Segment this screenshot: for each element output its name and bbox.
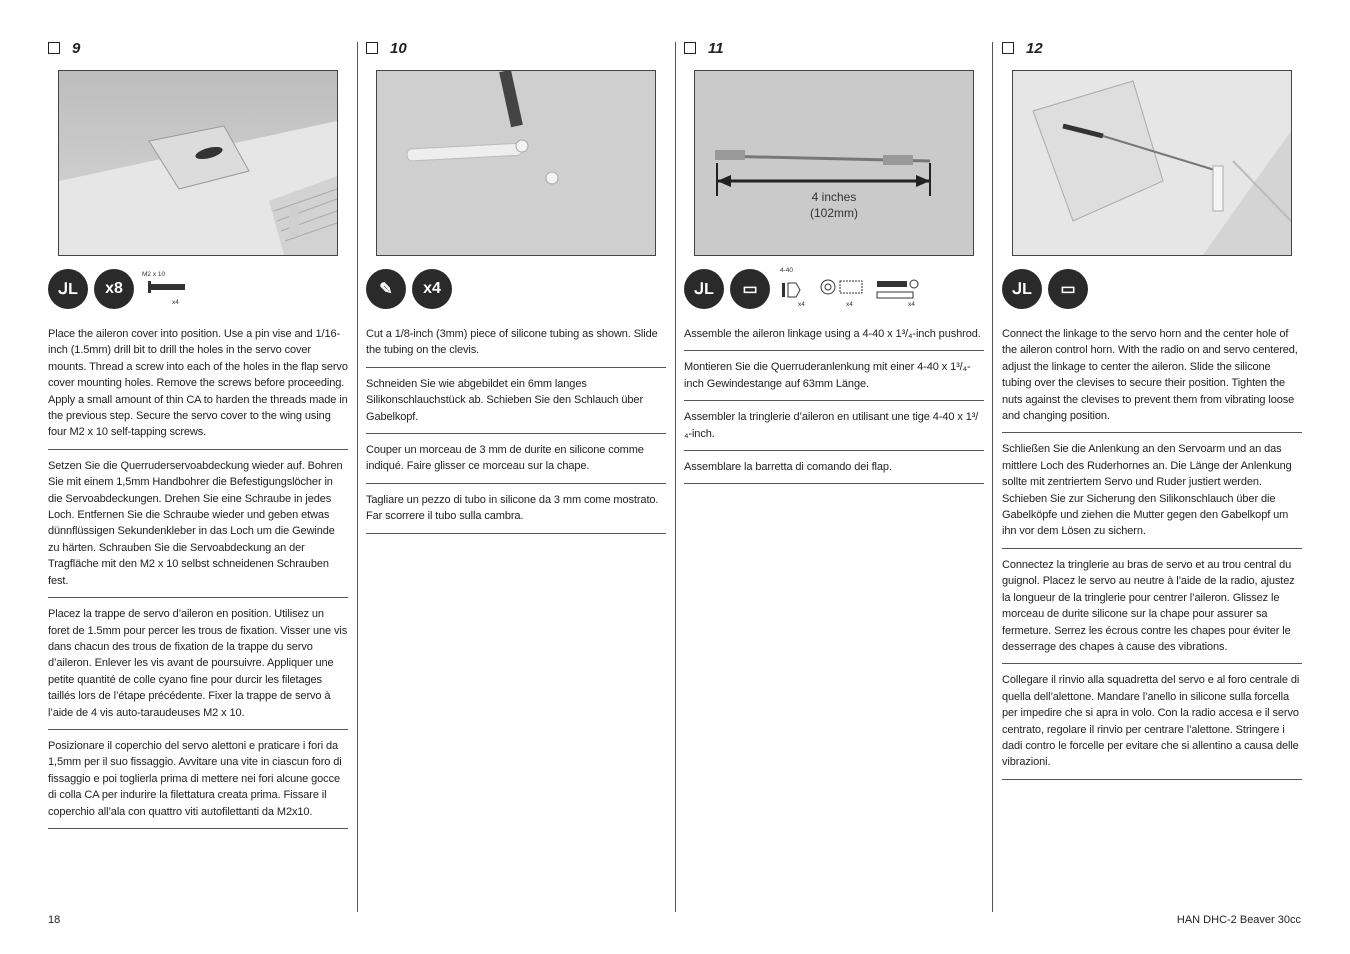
hobby-knife-icon: ✎ (366, 269, 406, 309)
para-fr: Couper un morceau de 3 mm de durite en silicone comme indiqué. Faire glisser ce morceau sur la chape. (366, 442, 666, 484)
step-photo (694, 70, 974, 256)
left-right-wing-icon: ᒍL (48, 269, 88, 309)
step-checkbox[interactable] (1002, 42, 1014, 54)
qty-label: x4 (846, 301, 853, 308)
para-it: Assemblare la barretta di comando dei flap. (684, 459, 984, 484)
step-12 (1002, 38, 1302, 788)
step-header (366, 38, 666, 58)
quantity-badge: x4 (412, 269, 452, 309)
screw-qty-label: x4 (172, 299, 179, 306)
para-it: Posizionare il coperchio del servo alettoni e praticare i fori da 1,5mm per il suo fissaggio. Avvitare una vite in ciascun foro di fissaggio e poi toglierla prima di mettere nei fori alcune gocce di colla CA per indurire la filettatura creata prima. Fissare il coperchio all’ala con quattro viti autofilettanti da M2x10. (48, 738, 348, 829)
threadlock-icon: ▭ (1048, 269, 1088, 309)
para-fr: Connectez la tringlerie au bras de servo et au trou central du guignol. Placez le servo au neutre à l’aide de la radio, ajustez la longueur de la tringlerie pour centrer l’aileron. Glissez le morceau de durite silicone sur la chape pour assurer sa fermeture. Serrez les écrous contre les chapes pour éviter le desserrage des chapes à cause des vibrations. (1002, 557, 1302, 664)
step-header (1002, 38, 1302, 58)
step-header (48, 38, 348, 58)
screw-icon (140, 269, 200, 309)
para-en: Connect the linkage to the servo horn and the center hole of the aileron control horn. With the radio on and servo centered, adjust the linkage to center the aileron. Slide the silicone tubing over the clevises to secure their position. Tighten the nuts against the clevises to prevent them from vibrating loose and changing position. (1002, 326, 1302, 433)
left-right-wing-icon: ᒍL (684, 269, 724, 309)
icon-row (1002, 266, 1302, 312)
para-fr: Assembler la tringlerie d’aileron en utilisant une tige 4-40 x 1³/₄-inch. (684, 409, 984, 451)
hardware-icons (776, 267, 926, 311)
step-number: 11 (708, 39, 724, 57)
qty-label: x4 (908, 301, 915, 308)
page-number: 18 (48, 914, 61, 926)
para-en: Assemble the aileron linkage using a 4-40 x 1³/₄-inch pushrod. (684, 326, 984, 351)
step-photo (58, 70, 338, 256)
para-de: Schließen Sie die Anlenkung an den Servoarm und an das mittlere Loch des Ruderhornes an. Die Länge der Anlenkung sollte mit zentriertem Servo und Ruder justiert werden. Schieben Sie zur Sicherung den Silikonschlauch über die Gabelköpfe und ziehen die Mutter gegen den Gabelkopf um ihn vor dem Lösen zu sichern. (1002, 441, 1302, 548)
document-title: HAN DHC-2 Beaver 30cc (1176, 914, 1301, 926)
instruction-text (48, 326, 348, 829)
step-number: 9 (72, 39, 81, 57)
para-de: Schneiden Sie wie abgebildet ein 6mm langes Silikonschlauchstück ab. Schieben Sie den Schlauch über Gabelkopf. (366, 376, 666, 434)
para-fr: Placez la trappe de servo d’aileron en position. Utilisez un foret de 1.5mm pour percer les trous de fixation. Visser une vis dans chacun des trous de fixation de la trappe du servo d’aileron. Enlever les vis avant de poursuivre. Appliquer une petite quantité de colle cyano fine pour durcir les filetages taillés lors de l’étape précédente. Fixer la trappe de servo à l’aide de 4 vis auto-taraudeuses M2 x 10. (48, 606, 348, 730)
thread-size-label: 4-40 (780, 267, 794, 274)
icon-row (684, 266, 984, 312)
length-label: 4 inches (811, 190, 857, 204)
instruction-text (684, 326, 984, 484)
instruction-text (366, 326, 666, 534)
column-divider (675, 42, 676, 912)
step-9 (48, 38, 348, 837)
icon-row (48, 266, 348, 312)
left-right-wing-icon: ᒍL (1002, 269, 1042, 309)
para-it: Tagliare un pezzo di tubo in silicone da 3 mm come mostrato. Far scorrere il tubo sulla cambra. (366, 492, 666, 534)
para-de: Setzen Sie die Querruderservoabdeckung wieder auf. Bohren Sie mit einem 1,5mm Handbohrer die Befestigungslöcher in die Servoabdeckungen. Drehen Sie eine Schraube in jedes Loch. Entfernen Sie die Schraube wieder und geben etwas dünnflüssigen Sekundenkleber in das Loch um die Gewinde zu härten. Schrauben Sie die Servoabdeckung an der Tragfläche mit den M2 x 10 selbst schneidenen Schrauben fest. (48, 458, 348, 598)
qty-label: x4 (798, 301, 805, 308)
threadlock-icon: ▭ (730, 269, 770, 309)
column-divider (357, 42, 358, 912)
step-number: 12 (1026, 39, 1043, 57)
step-checkbox[interactable] (48, 42, 60, 54)
step-checkbox[interactable] (366, 42, 378, 54)
step-10 (366, 38, 666, 542)
step-number: 10 (390, 39, 407, 57)
para-en: Place the aileron cover into position. Use a pin vise and 1/16-inch (1.5mm) drill bit to drill the holes in the servo cover mounts. Thread a screw into each of the holes in the flap servo cover mounting holes. Remove the screws before proceeding. Apply a small amount of thin CA to harden the threads made in the previous step. Secure the servo cover to the wing using four M2 x 10 self-tapping screws. (48, 326, 348, 450)
screw-size-label: M2 x 10 (142, 271, 166, 278)
step-header (684, 38, 984, 58)
instruction-text (1002, 326, 1302, 780)
para-it: Collegare il rinvio alla squadretta del servo e al foro centrale di quella dell’alettone. Mandare l’anello in silicone sulla forcella per impedire che si apra in volo. Con la radio accesa e il servo centrato, regolare il rinvio per centrare l’alettone. Stringere i dadi contro le forcelle per evitare che si allentino a causa delle vibrazioni. (1002, 672, 1302, 779)
step-checkbox[interactable] (684, 42, 696, 54)
para-de: Montieren Sie die Querruderanlenkung mit einer 4-40 x 1³/₄-inch Gewindestange auf 63mm Länge. (684, 359, 984, 401)
step-photo (376, 70, 656, 256)
icon-row (366, 266, 666, 312)
step-photo (1012, 70, 1292, 256)
para-en: Cut a 1/8-inch (3mm) piece of silicone tubing as shown. Slide the tubing on the clevis. (366, 326, 666, 368)
step-11 (684, 38, 984, 492)
quantity-badge: x8 (94, 269, 134, 309)
column-divider (992, 42, 993, 912)
length-label-metric: (102mm) (809, 206, 858, 220)
